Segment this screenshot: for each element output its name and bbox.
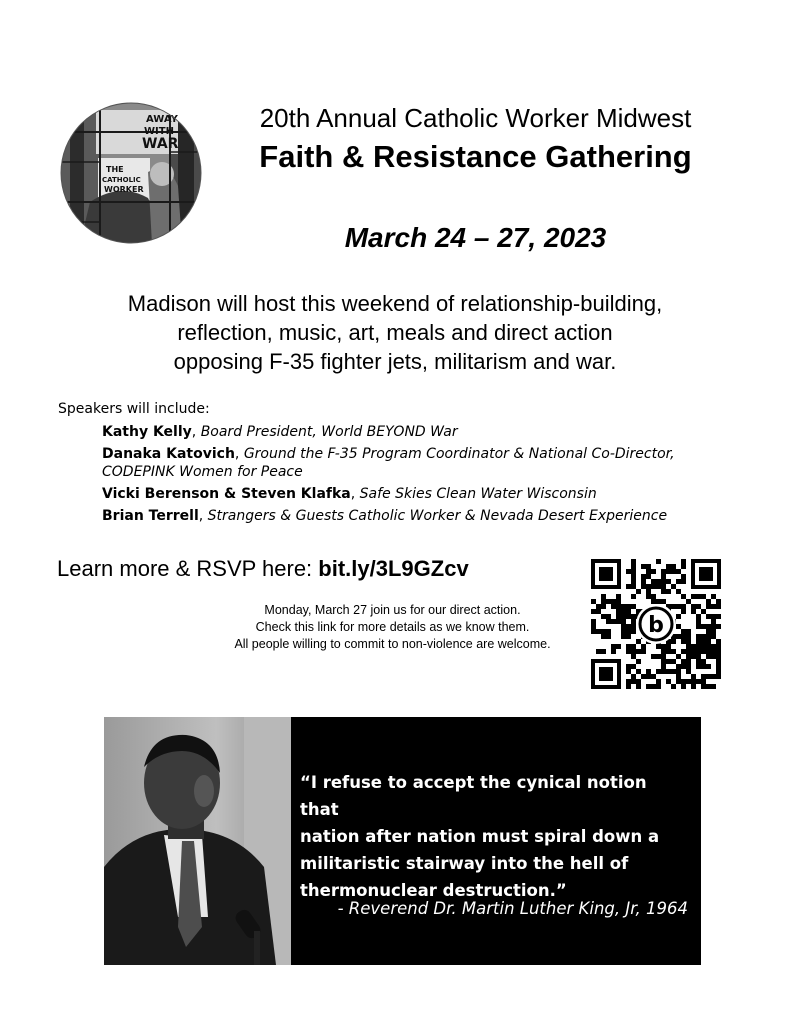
qr-module <box>631 654 636 659</box>
qr-module <box>601 594 606 599</box>
qr-module <box>601 614 606 619</box>
qr-module <box>661 659 666 664</box>
qr-module <box>696 679 701 684</box>
qr-module <box>626 684 631 689</box>
qr-module <box>631 574 636 579</box>
speaker-role: Safe Skies Clean Water Wisconsin <box>359 486 597 502</box>
qr-module <box>661 584 666 589</box>
speaker-role: Board President, World BEYOND War <box>200 424 458 440</box>
qr-module <box>631 559 636 564</box>
qr-module <box>676 634 681 639</box>
qr-module <box>696 654 701 659</box>
qr-module <box>671 649 676 654</box>
qr-module <box>656 644 661 649</box>
qr-module <box>711 649 716 654</box>
qr-module <box>606 599 611 604</box>
speaker-item: Vicki Berenson & Steven Klafka, Safe Skies Clean Water Wisconsin <box>102 486 597 502</box>
qr-module <box>611 599 616 604</box>
speaker-name: Brian Terrell <box>102 508 199 524</box>
qr-module <box>696 594 701 599</box>
qr-module <box>716 614 721 619</box>
qr-module <box>666 649 671 654</box>
qr-module <box>681 659 686 664</box>
qr-module <box>651 579 656 584</box>
qr-module <box>661 649 666 654</box>
qr-module <box>626 584 631 589</box>
qr-center-glyph: b <box>648 613 664 638</box>
speaker-role: Strangers & Guests Catholic Worker & Nevada Desert Experience <box>207 508 668 524</box>
qr-module <box>681 579 686 584</box>
qr-module <box>591 629 596 634</box>
qr-module <box>696 644 701 649</box>
qr-module <box>616 644 621 649</box>
mlk-quote <box>300 769 690 904</box>
qr-module <box>676 674 681 679</box>
qr-module <box>711 634 716 639</box>
qr-module <box>596 649 601 654</box>
qr-module <box>676 569 681 574</box>
qr-module <box>711 684 716 689</box>
speaker-item: Kathy Kelly, Board President, World BEYOND War <box>102 424 458 440</box>
qr-module <box>716 659 721 664</box>
qr-module <box>596 604 601 609</box>
qr-module <box>626 604 631 609</box>
event-dates: March 24 – 27, 2023 <box>344 222 607 253</box>
qr-module <box>686 679 691 684</box>
qr-module <box>606 629 611 634</box>
qr-module <box>601 649 606 654</box>
qr-module <box>711 629 716 634</box>
action-line: Monday, March 27 join us for our direct action. <box>264 603 521 617</box>
qr-module <box>691 679 696 684</box>
qr-module <box>716 664 721 669</box>
qr-module <box>631 594 636 599</box>
qr-module <box>631 674 636 679</box>
qr-module <box>661 669 666 674</box>
qr-module <box>631 619 636 624</box>
qr-module <box>706 654 711 659</box>
qr-module <box>706 629 711 634</box>
qr-module <box>636 684 641 689</box>
qr-module <box>661 654 666 659</box>
qr-module <box>696 604 701 609</box>
qr-module <box>706 649 711 654</box>
qr-module <box>686 599 691 604</box>
qr-module <box>596 629 601 634</box>
qr-module <box>601 629 606 634</box>
qr-module <box>626 634 631 639</box>
qr-module <box>616 614 621 619</box>
logo-text-worker: WORKER <box>104 185 144 194</box>
qr-module <box>681 629 686 634</box>
qr-module <box>621 609 626 614</box>
qr-module <box>691 604 696 609</box>
speaker-name: Danaka Katovich <box>102 446 235 462</box>
qr-module <box>691 649 696 654</box>
quote-line: militaristic stairway into the hell of <box>300 854 629 873</box>
catholic-worker-stained-glass-icon <box>60 102 202 244</box>
qr-module <box>651 569 656 574</box>
qr-module <box>621 619 626 624</box>
qr-module <box>696 634 701 639</box>
qr-module <box>621 614 626 619</box>
qr-module <box>691 644 696 649</box>
qr-module <box>681 639 686 644</box>
speaker-name: Vicki Berenson & Steven Klafka <box>102 486 351 502</box>
qr-module <box>711 604 716 609</box>
qr-module <box>631 679 636 684</box>
qr-module <box>681 649 686 654</box>
qr-module <box>636 679 641 684</box>
qr-module <box>601 604 606 609</box>
qr-module <box>716 644 721 649</box>
qr-module <box>686 644 691 649</box>
rsvp-label: Learn more & RSVP here: <box>57 556 319 581</box>
qr-module <box>676 579 681 584</box>
qr-module <box>626 624 631 629</box>
qr-module <box>666 589 671 594</box>
qr-module <box>641 674 646 679</box>
qr-module <box>631 644 636 649</box>
qr-module <box>626 629 631 634</box>
qr-module <box>611 604 616 609</box>
qr-module <box>671 584 676 589</box>
qr-module <box>661 574 666 579</box>
qr-module <box>616 594 621 599</box>
qr-module <box>666 679 671 684</box>
logo-text-catholic: CATHOLIC <box>102 176 141 184</box>
speaker-item: Danaka Katovich, Ground the F-35 Program Coordinator & National Co-Director, CODEPINK Women for Peace <box>102 446 675 480</box>
qr-module <box>681 664 686 669</box>
qr-module <box>646 564 651 569</box>
qr-module <box>631 664 636 669</box>
qr-module <box>656 684 661 689</box>
description-line: opposing F-35 fighter jets, militarism and war. <box>173 349 617 374</box>
qr-module <box>616 619 621 624</box>
qr-module <box>681 684 686 689</box>
qr-module <box>671 684 676 689</box>
qr-module <box>716 599 721 604</box>
qr-module <box>656 679 661 684</box>
qr-module <box>661 664 666 669</box>
logo-text-the: THE <box>106 165 124 174</box>
qr-module <box>696 624 701 629</box>
qr-module <box>621 604 626 609</box>
qr-module <box>606 614 611 619</box>
qr-module <box>701 674 706 679</box>
qr-module <box>651 594 656 599</box>
qr-module <box>591 599 596 604</box>
qr-module <box>696 619 701 624</box>
qr-module <box>626 569 631 574</box>
qr-module <box>701 639 706 644</box>
qr-module <box>656 584 661 589</box>
qr-module <box>621 629 626 634</box>
qr-module <box>711 674 716 679</box>
quote-line: thermonuclear destruction.” <box>300 881 567 900</box>
qr-module <box>646 594 651 599</box>
speaker-role: Ground the F-35 Program Coordinator & National Co-Director, CODEPINK Women for Peace <box>102 446 675 480</box>
qr-module <box>681 559 686 564</box>
qr-module <box>701 684 706 689</box>
qr-module <box>606 634 611 639</box>
qr-code-icon <box>589 557 723 691</box>
qr-module <box>611 619 616 624</box>
qr-module <box>666 579 671 584</box>
qr-module <box>711 614 716 619</box>
qr-module <box>636 589 641 594</box>
qr-module <box>631 649 636 654</box>
qr-module <box>706 644 711 649</box>
qr-module <box>691 654 696 659</box>
qr-module <box>676 669 681 674</box>
qr-module <box>671 564 676 569</box>
qr-module <box>616 599 621 604</box>
qr-module <box>716 624 721 629</box>
qr-module <box>601 599 606 604</box>
qr-module <box>671 604 676 609</box>
qr-module <box>661 569 666 574</box>
qr-module <box>641 649 646 654</box>
logo-text-away: AWAY <box>146 114 178 125</box>
qr-module <box>706 614 711 619</box>
qr-module <box>631 624 636 629</box>
qr-module <box>591 609 596 614</box>
rsvp-link[interactable]: bit.ly/3L9GZcv <box>318 556 469 581</box>
qr-module <box>681 564 686 569</box>
qr-module <box>676 654 681 659</box>
action-line: Check this link for more details as we know them. <box>255 620 530 634</box>
qr-module <box>696 659 701 664</box>
qr-module <box>651 584 656 589</box>
qr-module <box>681 594 686 599</box>
qr-module <box>656 579 661 584</box>
qr-module <box>626 679 631 684</box>
qr-module <box>686 634 691 639</box>
qr-module <box>676 624 681 629</box>
quote-line: nation after nation must spiral down a <box>300 827 660 846</box>
qr-module <box>636 639 641 644</box>
logo-text-war: WAR <box>142 136 179 152</box>
qr-module <box>631 614 636 619</box>
qr-module <box>646 569 651 574</box>
quote-attribution: - Reverend Dr. Martin Luther King, Jr, 1964 <box>337 899 688 918</box>
qr-module <box>681 679 686 684</box>
qr-module <box>641 564 646 569</box>
qr-module <box>666 564 671 569</box>
qr-module <box>671 569 676 574</box>
qr-module <box>686 629 691 634</box>
description-line: reflection, music, art, meals and direct action <box>177 320 613 345</box>
qr-module <box>666 669 671 674</box>
event-description <box>60 289 730 376</box>
qr-module <box>651 599 656 604</box>
qr-module <box>691 674 696 679</box>
qr-module <box>641 644 646 649</box>
qr-module <box>601 634 606 639</box>
qr-module <box>631 604 636 609</box>
qr-module <box>651 654 656 659</box>
qr-module <box>676 664 681 669</box>
speakers-list <box>102 423 722 529</box>
qr-module <box>646 674 651 679</box>
quote-banner <box>104 717 701 965</box>
qr-module <box>676 679 681 684</box>
qr-module <box>591 619 596 624</box>
qr-module <box>596 609 601 614</box>
qr-module <box>686 649 691 654</box>
qr-module <box>676 604 681 609</box>
qr-module <box>706 604 711 609</box>
qr-module <box>611 649 616 654</box>
qr-module <box>661 589 666 594</box>
qr-module <box>626 609 631 614</box>
qr-module <box>711 624 716 629</box>
qr-module <box>626 649 631 654</box>
qr-module <box>626 664 631 669</box>
direct-action-note <box>200 602 585 653</box>
qr-module <box>696 664 701 669</box>
speaker-name: Kathy Kelly <box>102 424 192 440</box>
catholic-worker-logo <box>60 102 202 244</box>
qr-module <box>641 584 646 589</box>
qr-module <box>636 669 641 674</box>
qr-module <box>691 609 696 614</box>
qr-module <box>701 679 706 684</box>
qr-module <box>666 569 671 574</box>
qr-module <box>626 644 631 649</box>
qr-module <box>616 609 621 614</box>
qr-module <box>706 639 711 644</box>
qr-module <box>706 599 711 604</box>
qr-module <box>706 674 711 679</box>
qr-module <box>661 599 666 604</box>
qr-module <box>681 634 686 639</box>
qr-module <box>691 594 696 599</box>
qr-module <box>606 619 611 624</box>
qr-module <box>701 664 706 669</box>
qr-module <box>666 644 671 649</box>
qr-module <box>651 674 656 679</box>
qr-module <box>701 659 706 664</box>
qr-module <box>616 604 621 609</box>
qr-module <box>686 669 691 674</box>
qr-module <box>701 624 706 629</box>
qr-module <box>646 669 651 674</box>
qr-module <box>651 684 656 689</box>
qr-module <box>671 669 676 674</box>
qr-module <box>656 669 661 674</box>
quote-line: “I refuse to accept the cynical notion that <box>300 773 647 819</box>
qr-module <box>711 644 716 649</box>
qr-module <box>716 669 721 674</box>
rsvp-qr-code[interactable] <box>589 557 723 691</box>
qr-module <box>696 614 701 619</box>
qr-module <box>696 649 701 654</box>
qr-module <box>671 659 676 664</box>
qr-module <box>681 609 686 614</box>
qr-module <box>706 624 711 629</box>
qr-module <box>701 644 706 649</box>
qr-module <box>611 644 616 649</box>
speakers-heading: Speakers will include: <box>58 401 210 417</box>
qr-module <box>631 564 636 569</box>
qr-module <box>656 654 661 659</box>
qr-module <box>706 684 711 689</box>
qr-module <box>676 589 681 594</box>
qr-module <box>641 579 646 584</box>
qr-module <box>716 639 721 644</box>
qr-module <box>631 569 636 574</box>
qr-module <box>661 644 666 649</box>
qr-module <box>716 654 721 659</box>
qr-module <box>656 559 661 564</box>
qr-module <box>646 574 651 579</box>
qr-module <box>681 574 686 579</box>
qr-module <box>696 639 701 644</box>
qr-module <box>716 649 721 654</box>
qr-module <box>656 599 661 604</box>
qr-module <box>591 624 596 629</box>
qr-module <box>666 659 671 664</box>
qr-module <box>646 684 651 689</box>
qr-module <box>641 574 646 579</box>
qr-module <box>646 584 651 589</box>
action-line: All people willing to commit to non-violence are welcome. <box>234 637 551 651</box>
qr-module <box>706 664 711 669</box>
qr-module <box>661 579 666 584</box>
description-line: Madison will host this weekend of relationship-building, <box>127 291 663 316</box>
qr-module <box>716 674 721 679</box>
qr-module <box>711 594 716 599</box>
qr-module <box>626 614 631 619</box>
qr-module <box>701 649 706 654</box>
qr-module <box>636 659 641 664</box>
qr-module <box>631 584 636 589</box>
event-title: Faith & Resistance Gathering <box>259 139 692 174</box>
qr-module <box>706 634 711 639</box>
qr-module <box>631 629 636 634</box>
qr-module <box>686 664 691 669</box>
qr-module <box>701 609 706 614</box>
qr-module <box>636 649 641 654</box>
qr-module <box>686 659 691 664</box>
qr-module <box>711 619 716 624</box>
qr-module <box>621 634 626 639</box>
qr-module <box>626 669 631 674</box>
qr-module <box>646 589 651 594</box>
qr-module <box>631 579 636 584</box>
speaker-item: Brian Terrell, Strangers & Guests Catholic Worker & Nevada Desert Experience <box>102 508 668 524</box>
event-subtitle: 20th Annual Catholic Worker Midwest <box>259 103 692 133</box>
qr-module <box>686 639 691 644</box>
qr-module <box>701 594 706 599</box>
qr-module <box>671 639 676 644</box>
qr-module <box>711 654 716 659</box>
qr-module <box>701 634 706 639</box>
qr-module <box>716 604 721 609</box>
qr-module <box>621 624 626 629</box>
speaker-portrait-photo <box>104 717 291 965</box>
rsvp-line <box>57 555 469 583</box>
qr-module <box>691 684 696 689</box>
logo-text-with: WITH <box>144 126 174 137</box>
qr-module <box>681 604 686 609</box>
qr-module <box>676 614 681 619</box>
qr-module <box>686 654 691 659</box>
